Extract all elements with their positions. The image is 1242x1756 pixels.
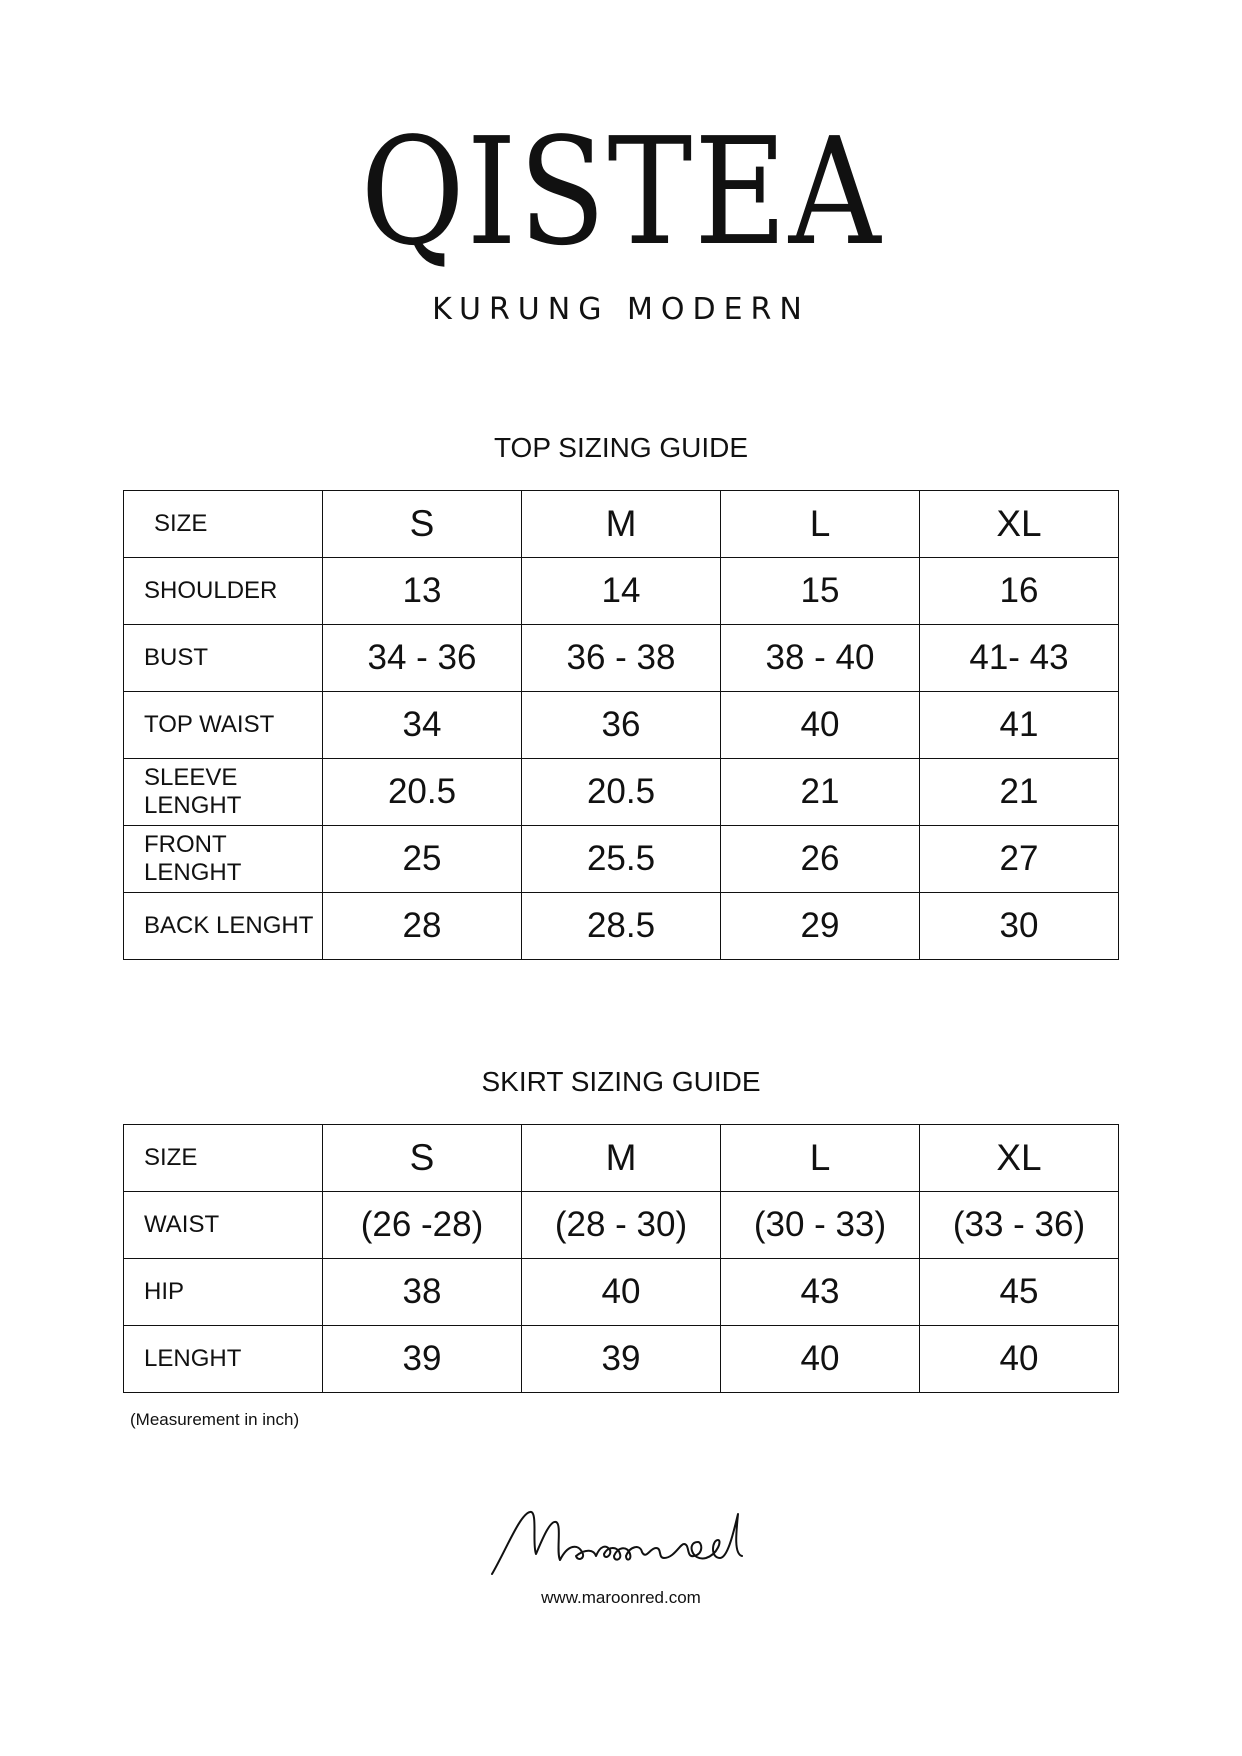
top-sizing-table	[123, 490, 1119, 960]
size-header-label: SIZE	[124, 491, 323, 558]
row-label: BACK LENGHT	[124, 893, 323, 960]
cell-value: 28	[323, 893, 522, 960]
size-l-header: L	[721, 1125, 920, 1192]
table-header-row	[124, 1125, 1119, 1192]
row-label: SLEEVE LENGHT	[124, 759, 323, 826]
brand-subtitle: KURUNG MODERN	[432, 292, 810, 327]
cell-value: (26 -28)	[323, 1192, 522, 1259]
cell-value: 26	[721, 826, 920, 893]
row-label: TOP WAIST	[124, 692, 323, 759]
size-xl-header: XL	[920, 1125, 1119, 1192]
table-row	[124, 625, 1119, 692]
cell-value: 28.5	[522, 893, 721, 960]
cell-value: (30 - 33)	[721, 1192, 920, 1259]
size-l-header: L	[721, 491, 920, 558]
top-guide-title: TOP SIZING GUIDE	[493, 432, 749, 463]
table-row	[124, 1192, 1119, 1259]
table-row	[124, 558, 1119, 625]
cell-value: 34	[323, 692, 522, 759]
row-label: LENGHT	[124, 1326, 323, 1393]
signature-logo-image	[486, 1500, 756, 1580]
table-row	[124, 893, 1119, 960]
size-xl-header: XL	[920, 491, 1119, 558]
cell-value: 41- 43	[920, 625, 1119, 692]
table-row	[124, 759, 1119, 826]
cell-value: 27	[920, 826, 1119, 893]
cell-value: 13	[323, 558, 522, 625]
table-row	[124, 692, 1119, 759]
cell-value: 34 - 36	[323, 625, 522, 692]
cell-value: 43	[721, 1259, 920, 1326]
cell-value: 40	[721, 1326, 920, 1393]
cell-value: (28 - 30)	[522, 1192, 721, 1259]
cell-value: 39	[323, 1326, 522, 1393]
cell-value: 45	[920, 1259, 1119, 1326]
cell-value: 25.5	[522, 826, 721, 893]
cell-value: 25	[323, 826, 522, 893]
row-label: SHOULDER	[124, 558, 323, 625]
table-row	[124, 826, 1119, 893]
brand-logo: QISTEA	[360, 106, 882, 278]
size-s-header: S	[323, 491, 522, 558]
row-label: WAIST	[124, 1192, 323, 1259]
brand-header	[0, 106, 1242, 278]
size-header-label: SIZE	[124, 1125, 323, 1192]
row-label: FRONT LENGHT	[124, 826, 323, 893]
skirt-guide-title: SKIRT SIZING GUIDE	[481, 1066, 761, 1097]
skirt-sizing-table	[123, 1124, 1119, 1393]
cell-value: 20.5	[323, 759, 522, 826]
signature-logo	[0, 1500, 1242, 1585]
cell-value: 21	[721, 759, 920, 826]
table-row	[124, 1259, 1119, 1326]
cell-value: 40	[522, 1259, 721, 1326]
cell-value: 29	[721, 893, 920, 960]
cell-value: 21	[920, 759, 1119, 826]
cell-value: 39	[522, 1326, 721, 1393]
size-m-header: M	[522, 1125, 721, 1192]
cell-value: 20.5	[522, 759, 721, 826]
cell-value: (33 - 36)	[920, 1192, 1119, 1259]
row-label: BUST	[124, 625, 323, 692]
cell-value: 40	[920, 1326, 1119, 1393]
cell-value: 38 - 40	[721, 625, 920, 692]
cell-value: 16	[920, 558, 1119, 625]
size-s-header: S	[323, 1125, 522, 1192]
cell-value: 15	[721, 558, 920, 625]
website-link[interactable]: www.maroonred.com	[541, 1588, 701, 1607]
cell-value: 14	[522, 558, 721, 625]
cell-value: 40	[721, 692, 920, 759]
cell-value: 38	[323, 1259, 522, 1326]
row-label: HIP	[124, 1259, 323, 1326]
table-row	[124, 1326, 1119, 1393]
cell-value: 30	[920, 893, 1119, 960]
size-m-header: M	[522, 491, 721, 558]
cell-value: 36	[522, 692, 721, 759]
measurement-note: (Measurement in inch)	[130, 1410, 300, 1429]
cell-value: 41	[920, 692, 1119, 759]
table-header-row	[124, 491, 1119, 558]
cell-value: 36 - 38	[522, 625, 721, 692]
